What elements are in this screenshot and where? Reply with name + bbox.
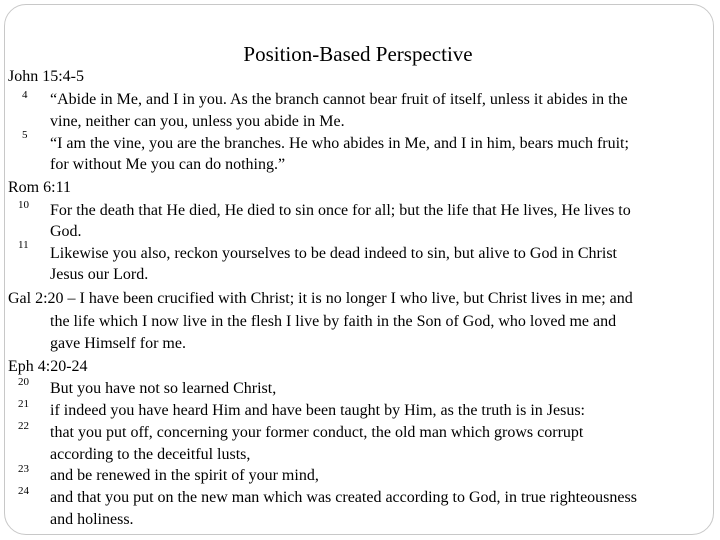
verse-number: 10 <box>18 199 29 211</box>
eph-reference: Eph 4:20-24 <box>8 358 88 375</box>
verse-number: 5 <box>22 129 28 141</box>
rom-reference: Rom 6:11 <box>8 179 71 196</box>
verse-line: gave Himself for me. <box>50 335 186 352</box>
verse-line: “Abide in Me, and I in you. As the branch cannot bear fruit of itself, unless it abides in the <box>50 91 628 108</box>
slide-title <box>0 40 720 68</box>
verse-number: 24 <box>18 485 29 497</box>
verse-line: if indeed you have heard Him and have been taught by Him, as the truth is in Jesus: <box>50 402 585 419</box>
verse-line: Jesus our Lord. <box>50 266 149 283</box>
verse-line: and be renewed in the spirit of your mind, <box>50 467 319 484</box>
verse-line: the life which I now live in the flesh I live by faith in the Son of God, who loved me and <box>50 313 617 330</box>
verse-line: But you have not so learned Christ, <box>50 380 277 397</box>
verse-number: 21 <box>18 398 29 410</box>
verse-number: 20 <box>18 376 29 388</box>
verse-line: for without Me you can do nothing.” <box>50 156 286 173</box>
verse-number: 11 <box>18 239 29 251</box>
verse-line: “I am the vine, you are the branches. He who abides in Me, and I in him, bears much fruit; <box>50 135 629 152</box>
slide-title-text: Position-Based Perspective <box>243 42 473 66</box>
verse-line: For the death that He died, He died to sin once for all; but the life that He lives, He lives to <box>50 202 631 219</box>
verse-line: that you put off, concerning your former conduct, the old man which grows corrupt <box>50 424 584 441</box>
verse-line: and that you put on the new man which was created according to God, in true righteousness <box>50 489 637 506</box>
verse-number: 22 <box>18 420 29 432</box>
verse-number: 23 <box>18 463 29 475</box>
verse-line: God. <box>50 223 82 240</box>
verse-number: 4 <box>22 89 28 101</box>
john-reference: John 15:4-5 <box>8 68 84 85</box>
verse-line: Likewise you also, reckon yourselves to be dead indeed to sin, but alive to God in Christ <box>50 245 617 262</box>
gal-verse-line: Gal 2:20 – I have been crucified with Christ; it is no longer I who live, but Christ lives in me; and <box>8 290 633 307</box>
verse-line: and holiness. <box>50 511 134 528</box>
verse-line: vine, neither can you, unless you abide in Me. <box>50 113 345 130</box>
verse-line: according to the deceitful lusts, <box>50 446 251 463</box>
